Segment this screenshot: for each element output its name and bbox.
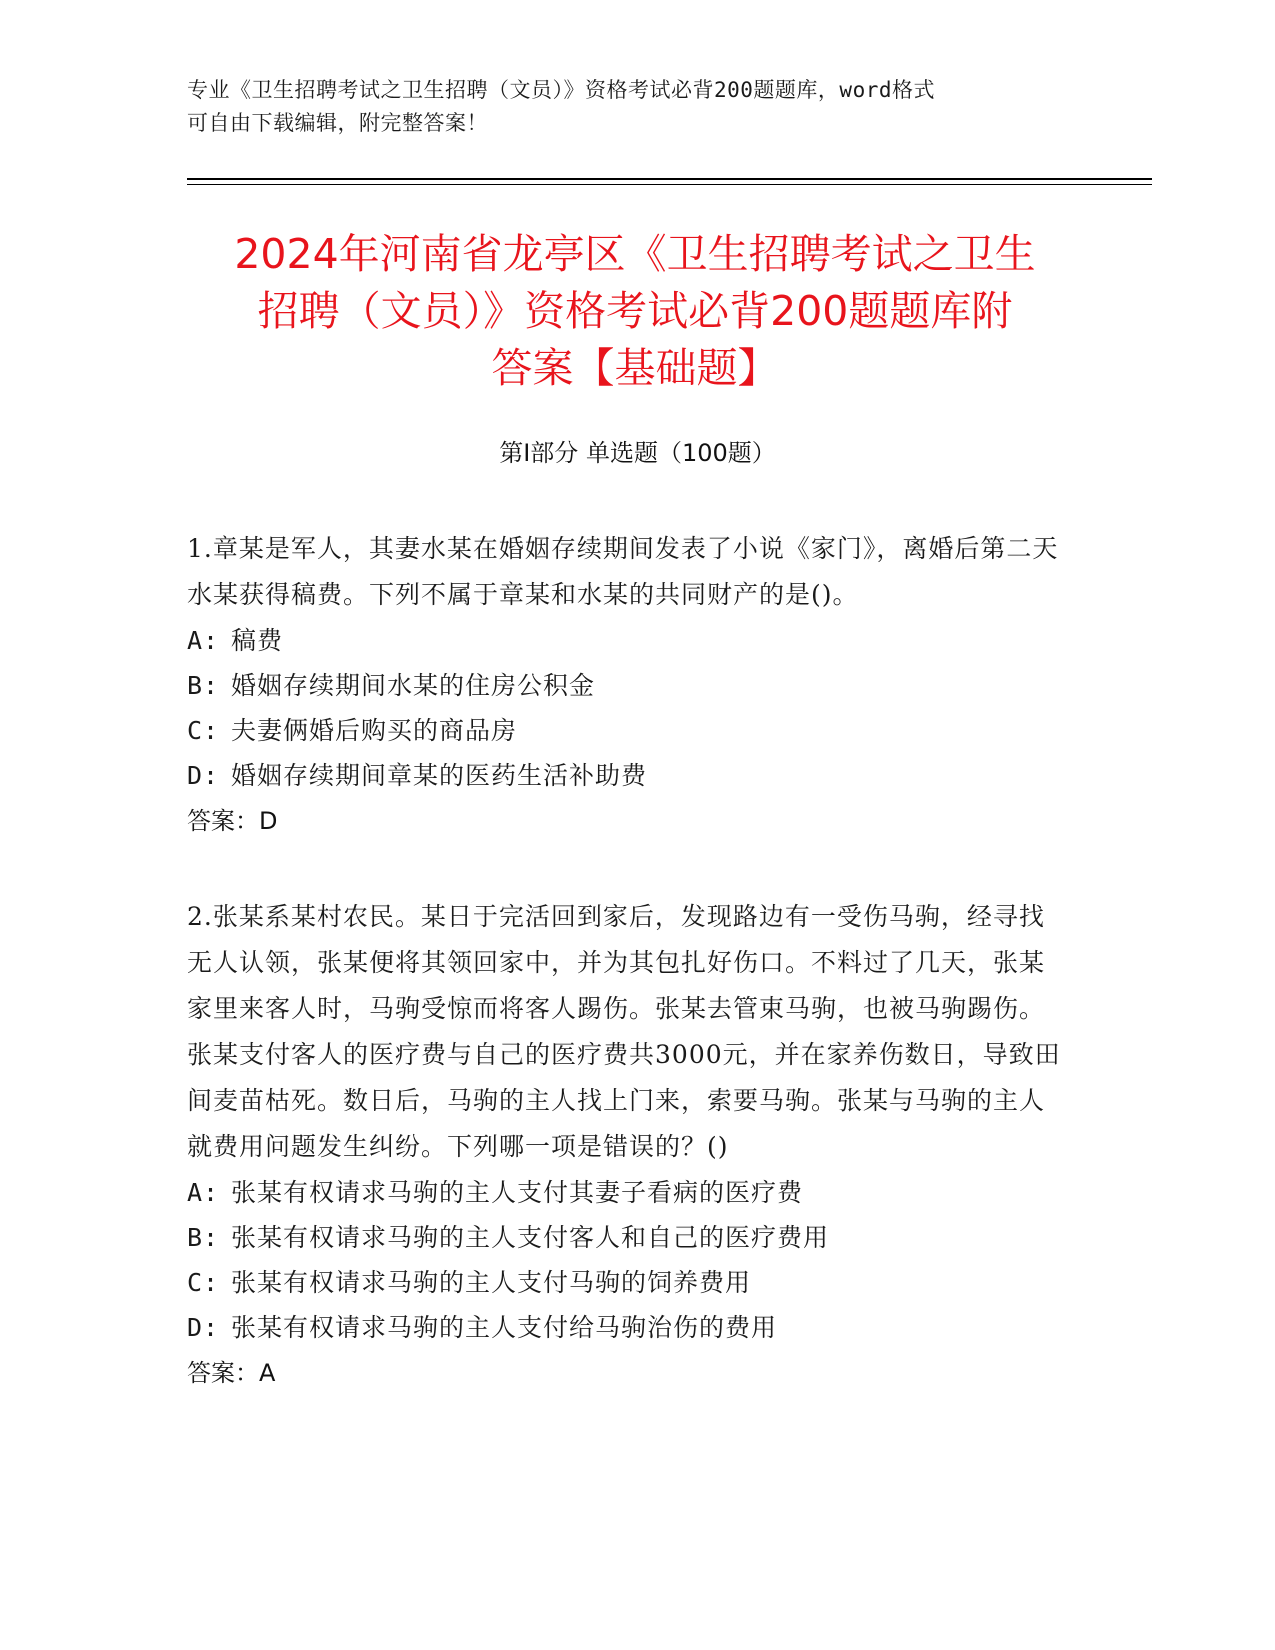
option-text: 婚姻存续期间水某的住房公积金 xyxy=(231,671,596,700)
answer-line: 答案：D xyxy=(187,807,278,835)
title-line-2: 招聘（文员）》资格考试必背200题题库附 xyxy=(257,287,1013,335)
option-a xyxy=(187,1170,1067,1215)
option-key: A: xyxy=(187,626,220,655)
option-text: 张某有权请求马驹的主人支付其妻子看病的医疗费 xyxy=(231,1178,804,1207)
option-c xyxy=(187,708,1067,753)
option-c xyxy=(187,1260,1067,1305)
option-text: 夫妻俩婚后购买的商品房 xyxy=(231,716,518,745)
option-d xyxy=(187,1305,1067,1350)
question-stem: 2.张某系某村农民。某日于完活回到家后，发现路边有一受伤马驹，经寻找无人认领，张某便将其领回家中，并为其包扎好伤口。不料过了几天，张某家里来客人时，马驹受惊而将客人踢伤。张某去管束马驹，也被马驹踢伤。张某支付客人的医疗费与自己的医疗费共3000元，并在家养伤数日，导致田间麦苗枯死。数日后，马驹的主人找上门来，索要马驹。张某与马驹的主人就费用问题发生纠纷。下列哪一项是错误的？() xyxy=(187,902,1061,1161)
question-item-1 xyxy=(187,526,1067,844)
option-text: 张某有权请求马驹的主人支付马驹的饲养费用 xyxy=(231,1268,752,1297)
option-key: A: xyxy=(187,1178,220,1207)
option-key: C: xyxy=(187,716,220,745)
header-rule-thin xyxy=(187,184,1152,185)
option-text: 稿费 xyxy=(231,626,284,655)
option-key: B: xyxy=(187,671,220,700)
option-text: 张某有权请求马驹的主人支付给马驹治伤的费用 xyxy=(231,1313,778,1342)
question-stem: 1.章某是军人，其妻水某在婚姻存续期间发表了小说《家门》，离婚后第二天水某获得稿费。下列不属于章某和水某的共同财产的是()。 xyxy=(187,534,1059,609)
option-key: D: xyxy=(187,1313,220,1342)
answer-line: 答案：A xyxy=(187,1359,276,1387)
option-text: 婚姻存续期间章某的医药生活补助费 xyxy=(231,761,648,790)
section-heading: 第I部分 单选题（100题） xyxy=(499,439,776,467)
option-key: C: xyxy=(187,1268,220,1297)
document-header-note xyxy=(187,74,1087,140)
question-item-2 xyxy=(187,894,1067,1396)
header-note-line-2: 可自由下载编辑，附完整答案！ xyxy=(187,111,488,135)
option-key: B: xyxy=(187,1223,220,1252)
question-list xyxy=(187,526,1067,1446)
document-title xyxy=(150,226,1120,397)
option-b xyxy=(187,663,1067,708)
option-text: 张某有权请求马驹的主人支付客人和自己的医疗费用 xyxy=(231,1223,830,1252)
option-key: D: xyxy=(187,761,220,790)
option-d xyxy=(187,753,1067,798)
title-line-1: 2024年河南省龙亭区《卫生招聘考试之卫生 xyxy=(234,230,1036,278)
header-note-line-1: 专业《卫生招聘考试之卫生招聘（文员）》资格考试必背200题题库，word格式 xyxy=(187,78,935,102)
header-rule-thick xyxy=(187,178,1152,180)
option-a xyxy=(187,618,1067,663)
option-b xyxy=(187,1215,1067,1260)
title-line-3: 答案【基础题】 xyxy=(491,344,779,392)
